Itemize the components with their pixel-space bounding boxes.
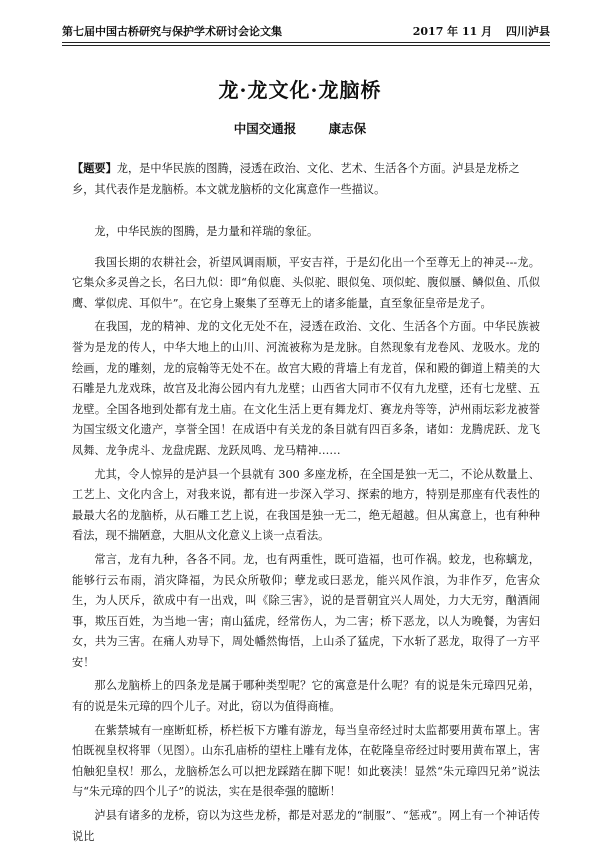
paragraph: 在我国，龙的精神、龙的文化无处不在，浸透在政治、文化、生活各个方面。中华民族被誉为是龙的传人，中华大地上的山川、河流被称为是龙脉。自然现象有龙卷风、龙吸水。龙的绘画，龙的雕刻，龙的宸翰等无处不在。故宫大殿的背墙上有龙首，保和殿的御道上精美的大石雕是九龙戏珠，故宫及北海公园内有九龙壁；山西省大同市不仅有九龙壁，还有七龙壁、五龙壁。全国各地到处都有龙土庙。在文化生活上更有舞龙灯、赛龙舟等等，泸州雨坛彩龙被誉为国宝级文化遗产，享誉全国！在成语中有关龙的条目就有四百多条，诸如：龙腾虎跃、龙飞凤舞、龙争虎斗、龙盘虎踞、龙跃凤鸣、龙马精神…… [72,320,540,457]
paragraph: 泸县有诸多的龙桥，窃以为这些龙桥，都是对恶龙的“制服”、“惩戒”。网上有一个神话传说比 [72,809,540,843]
article-title: 龙·龙文化·龙脑桥 [218,78,382,102]
author-name: 康志保 [328,121,367,136]
paragraph: 我国长期的农耕社会，祈望风调雨顺，平安吉祥，于是幻化出一个至尊无上的神灵---龙。它集众多灵兽之长，名曰九似：即“角似鹿、头似驼、眼似兔、项似蛇、腹似蜃、鳞似鱼、爪似鹰、掌似虎、耳似牛”。在它身上聚集了至尊无上的诸多能量，直至象征皇帝是龙子。 [72,255,540,310]
paragraph: 龙，中华民族的图腾，是力量和祥瑞的象征。 [94,225,319,238]
header-rule [62,42,550,43]
abstract-text: 龙，是中华民族的图腾，浸透在政治、文化、艺术、生活各个方面。泸县是龙桥之乡，其代表作是龙脑桥。本文就龙脑桥的文化寓意作一些描议。 [72,162,520,196]
header-right [403,23,550,39]
paragraph: 尤其，令人惊异的是泸县一个县就有 300 多座龙桥，在全国是独一无二，不论从数量上、工艺上、文化内含上，对我来说，都有进一步深入学习、探索的地方，特别是那座有代表性的最最大名的龙脑桥，从石雕工艺上说，在我国是独一无二，绝无超越。但从寓意上，也有种种看法，现不揣陋意，大胆从文化意义上谈一点看法。 [72,467,540,543]
header-rule-thin [62,45,550,46]
article-body [72,222,540,850]
running-header [62,22,550,40]
author-line [0,119,600,137]
header-location: 四川泸县 [506,25,550,38]
header-date: 2017 年 11 月 [412,25,493,38]
paragraph: 那么龙脑桥上的四条龙是属于哪种类型呢？它的寓意是什么呢？有的说是朱元璋四兄弟，有的说是朱元璋的四个儿子。对此，窃以为值得商榷。 [72,679,540,714]
author-affiliation: 中国交通报 [233,121,297,136]
paragraph: 常言，龙有九种，各各不同。龙，也有两重性，既可造福，也可作祸。蛟龙，也称螭龙，能够行云布雨，消灾降福，为民众所敬仰；孽龙或曰恶龙，能兴风作浪，为非作歹，危害众生，为人厌斥，欲成中有一出戏，叫《除三害》，说的是晋朝宜兴人周处，力大无穷，酗酒闹事，欺压百姓，为当地一害；南山猛虎，经常伤人，为二害；桥下恶龙，以人为晚餐，为害妇女，共为三害。在痛人劝导下，周处幡然悔悟，上山杀了猛虎，下水斩了恶龙，取得了一方平安！ [72,552,540,669]
abstract [72,158,540,200]
paragraph: 在紫禁城有一座断虹桥，桥栏板下方雕有游龙，每当皇帝经过时太监都要用黄布罩上。害怕既视皇权将罪（见图）。山东孔庙桥的望柱上雕有龙体，在乾隆皇帝经过时要用黄布罩上，害怕触犯皇权！那么，龙脑桥怎么可以把龙踩踏在脚下呢！如此亵渎！显然“朱元璋四兄弟”说法与“朱元璋的四个儿子”的说法，实在是很牵强的臆断！ [72,723,540,799]
header-proceedings-title: 第七届中国古桥研究与保护学术研讨会论文集 [62,25,282,38]
abstract-label: 【题要】 [72,161,117,175]
